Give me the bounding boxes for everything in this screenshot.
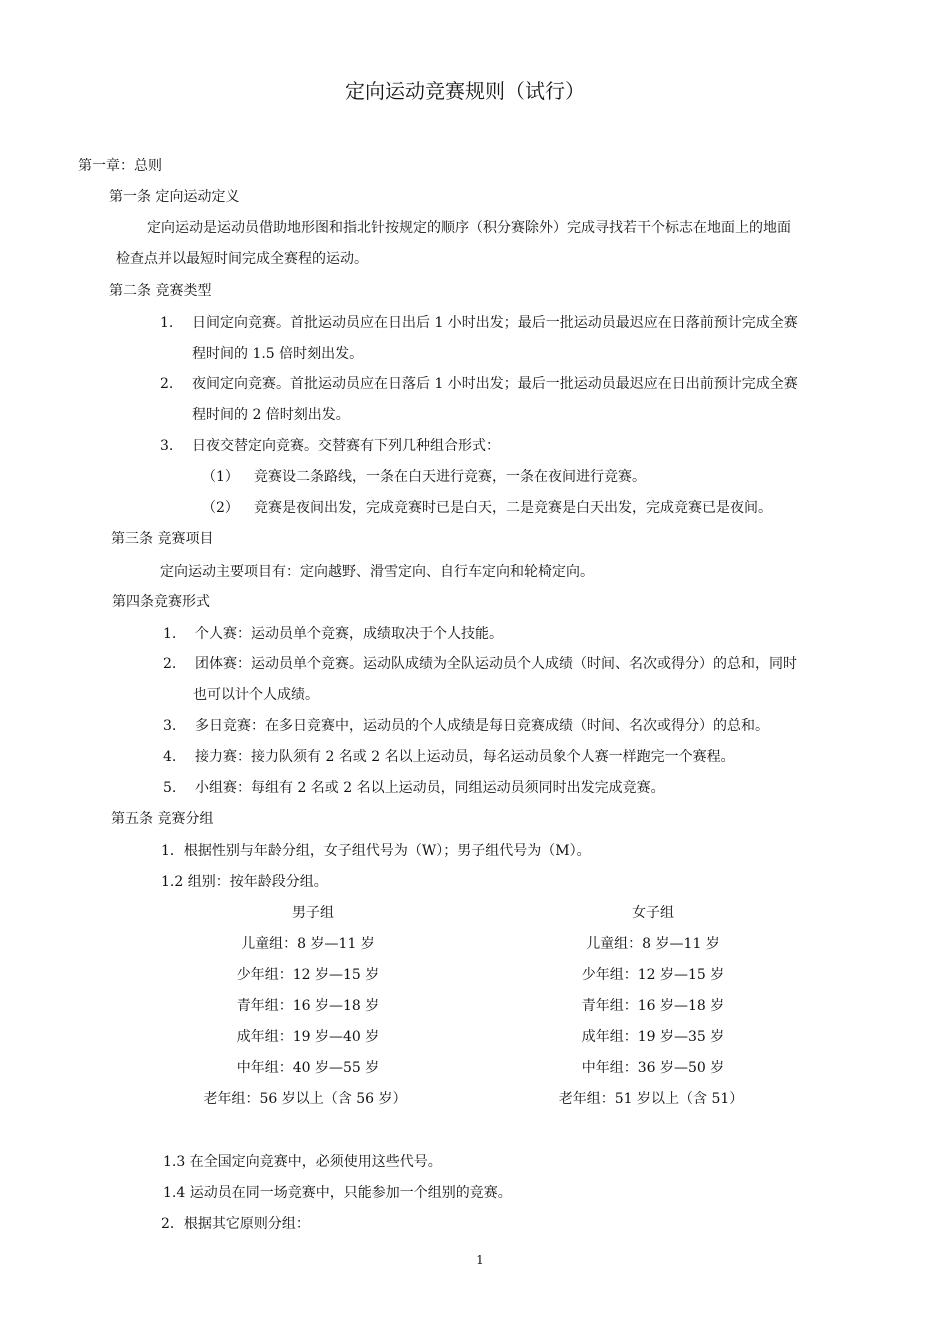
female-group-header: 女子组 (632, 905, 674, 921)
grouping-rule-line: 1.2 组别：按年龄段分组。 (161, 874, 328, 890)
list-item-continuation: 也可以计个人成绩。 (193, 687, 319, 703)
list-item-text: 团体赛：运动员单个竞赛。运动队成绩为全队运动员个人成绩（时间、名次或得分）的总和，同时 (195, 656, 797, 672)
sub-list-item-number: （2） (202, 500, 239, 516)
list-item-number: 1. (163, 626, 177, 642)
list-item (160, 314, 798, 332)
sub-list-item-text: 竞赛是夜间出发，完成竞赛时已是白天，二是竞赛是白天出发，完成竞赛已是夜间。 (254, 500, 772, 516)
male-age-group: 中年组：40 岁—55 岁 (236, 1060, 380, 1076)
page-number: 1 (476, 1253, 484, 1267)
list-item-text: 个人赛：运动员单个竞赛，成绩取决于个人技能。 (195, 626, 503, 642)
list-item (163, 625, 503, 643)
article-1-para-line1: 定向运动是运动员借助地形图和指北针按规定的顺序（积分赛除外）完成寻找若干个标志在地面上的地面 (147, 220, 791, 236)
list-item-number: 2. (163, 656, 177, 672)
male-age-group: 青年组：16 岁—18 岁 (236, 998, 380, 1014)
grouping-rule-line: 1．根据性别与年龄分组，女子组代号为（W）；男子组代号为（M）。 (161, 843, 591, 859)
male-age-group: 成年组：19 岁—40 岁 (236, 1029, 380, 1045)
female-age-group: 儿童组：8 岁—11 岁 (586, 936, 720, 952)
female-age-group: 少年组：12 岁—15 岁 (581, 967, 725, 983)
female-age-group: 青年组：16 岁—18 岁 (581, 998, 725, 1014)
list-item-text: 日夜交替定向竞赛。交替赛有下列几种组合形式： (192, 438, 500, 454)
list-item-number: 1. (160, 315, 174, 331)
female-age-group: 成年组：19 岁—35 岁 (581, 1029, 725, 1045)
female-age-group: 中年组：36 岁—50 岁 (581, 1060, 725, 1076)
article-1-heading: 第一条 定向运动定义 (109, 189, 240, 205)
list-item-text: 接力赛：接力队须有 2 名或 2 名以上运动员，每名运动员象个人赛一样跑完一个赛程。 (195, 749, 735, 765)
list-item-text: 多日竞赛：在多日竞赛中，运动员的个人成绩是每日竞赛成绩（时间、名次或得分）的总和。 (195, 718, 769, 734)
list-item (160, 437, 500, 455)
article-3-heading: 第三条 竞赛项目 (111, 531, 214, 547)
list-item-text: 夜间定向竞赛。首批运动员应在日落后 1 小时出发；最后一批运动员最迟应在日出前预计完成全赛 (192, 376, 798, 392)
article-1-para-line2: 检查点并以最短时间完成全赛程的运动。 (116, 251, 368, 267)
female-age-group: 老年组：51 岁以上（含 51） (558, 1091, 744, 1107)
article-5-heading: 第五条 竞赛分组 (111, 811, 214, 827)
list-item-number: 5. (163, 780, 177, 796)
list-item-continuation: 程时间的 2 倍时刻出发。 (192, 407, 350, 423)
sub-list-item-number: （1） (202, 469, 239, 485)
male-age-group: 老年组：56 岁以上（含 56 岁） (203, 1091, 407, 1107)
list-item-number: 3. (160, 438, 174, 454)
list-item-text: 小组赛：每组有 2 名或 2 名以上运动员，同组运动员须同时出发完成竞赛。 (195, 780, 665, 796)
list-item-number: 3. (163, 718, 177, 734)
list-item-number: 2. (160, 376, 174, 392)
article-3-para: 定向运动主要项目有：定向越野、滑雪定向、自行车定向和轮椅定向。 (160, 564, 594, 580)
list-item (163, 779, 665, 797)
male-group-header: 男子组 (292, 905, 334, 921)
list-item-text: 日间定向竞赛。首批运动员应在日出后 1 小时出发；最后一批运动员最迟应在日落前预计完成全赛 (192, 315, 798, 331)
list-item (163, 655, 797, 673)
sub-list-item-text: 竞赛设二条路线，一条在白天进行竞赛，一条在夜间进行竞赛。 (254, 469, 646, 485)
grouping-rule-line: 1.3 在全国定向竞赛中，必须使用这些代号。 (163, 1154, 442, 1170)
list-item (163, 748, 735, 766)
list-item-number: 4. (163, 749, 177, 765)
article-4-heading: 第四条竞赛形式 (112, 594, 210, 610)
list-item (160, 375, 798, 393)
list-item-continuation: 程时间的 1.5 倍时刻出发。 (192, 346, 364, 362)
list-item (163, 717, 769, 735)
article-2-heading: 第二条 竞赛类型 (109, 283, 212, 299)
male-age-group: 儿童组：8 岁—11 岁 (241, 936, 375, 952)
grouping-rule-line: 1.4 运动员在同一场竞赛中，只能参加一个组别的竞赛。 (163, 1185, 512, 1201)
sub-list-item (202, 468, 646, 486)
page-title: 定向运动竞赛规则（试行） (345, 79, 585, 103)
sub-list-item (202, 499, 772, 517)
male-age-group: 少年组：12 岁—15 岁 (236, 967, 380, 983)
grouping-rule-line: 2．根据其它原则分组： (161, 1216, 310, 1232)
chapter-heading: 第一章：总则 (78, 158, 162, 174)
